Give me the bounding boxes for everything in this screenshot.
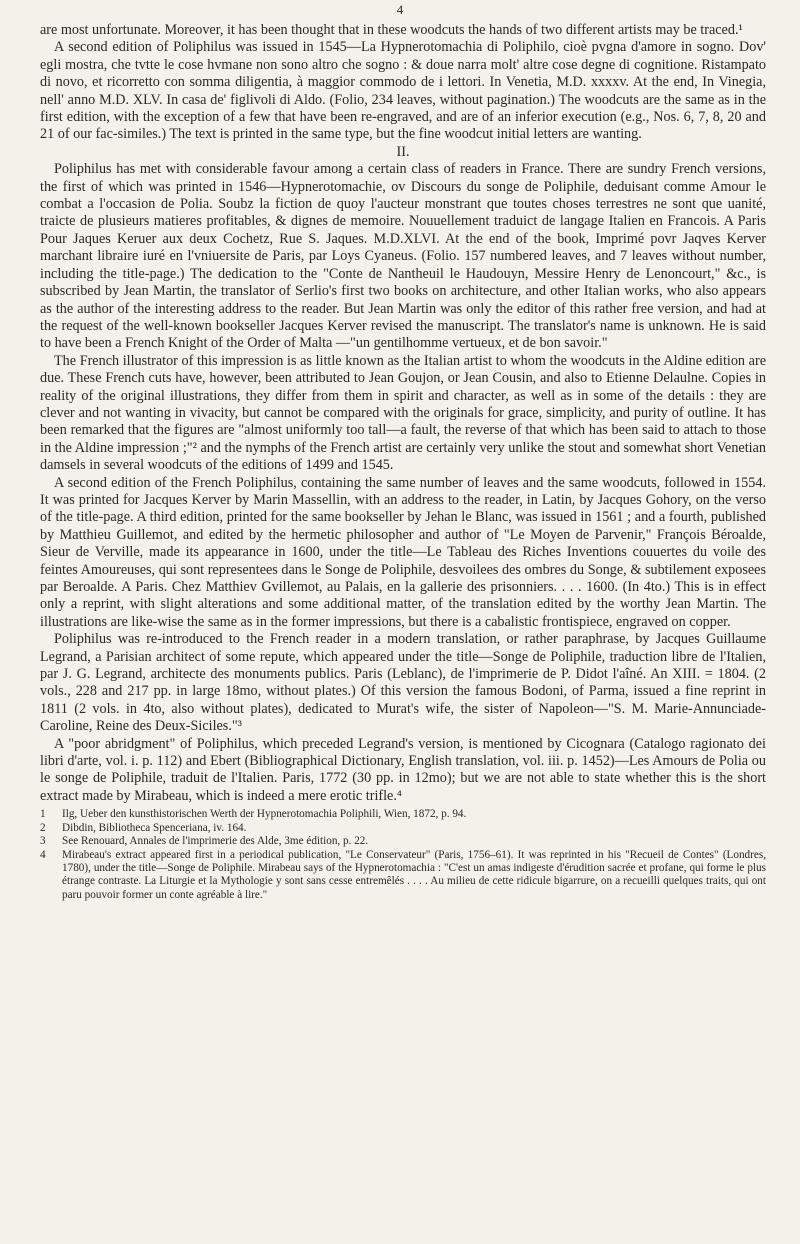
- footnote-text: Dibdin, Bibliotheca Spenceriana, iv. 164.: [62, 821, 247, 834]
- footnote-mark: 1: [40, 808, 46, 821]
- footnote: [40, 835, 766, 848]
- footnote-text: Ilg, Ueber den kunsthistorischen Werth der Hypnerotomachia Poliphili, Wien, 1872, p. 94.: [62, 808, 467, 821]
- paragraph: are most unfortunate. Moreover, it has been thought that in these woodcuts the hands of two different artists may be traced.¹: [40, 22, 743, 38]
- paragraph: A second edition of the French Poliphilus, containing the same number of leaves and the same woodcuts, followed in 1554. It was printed for Jacques Kerver by Marin Massellin, with an address to the reader, in Latin, by Jacques Gohory, on the verso of the title-page. A third edition, printed for the same bookseller by Jehan le Blanc, was issued in 1561 ; and a fourth, published by Matthieu Guillemot, and edited by the hermetic philosopher and author of "Le Moyen de Parvenir," François Béroalde, Sieur de Verville, made its appearance in 1600, under the title—Le Tableau des Riches Inventions couuertes du voile des feintes Amoureuses, qui sont representees dans le Songe de Poliphile, desvoilees des ombres du Songe, & subtilement exposees par Beroalde. A Paris. Chez Matthiev Gvillemot, au Palais, en la gallerie des prisonniers. . . . 1600. (In 4to.) This is in effect only a reprint, with slight alterations and some additional matter, of the translation edited by the worthy Jean Martin. The illustrations are like-wise the same as in the former impressions, but there is a cabalistic frontispiece, engraved on copper.: [40, 474, 766, 630]
- footnote-text: Mirabeau's extract appeared first in a periodical publication, "Le Conservateur" (Paris, 1756–61). It was reprinted in his "Recueil de Contes" (Londres, 1780), under the title—Songe de Poliphile. Mirabeau says of the Hypnerotomachia : "C'est un amas indigeste d'érudition sacrée et profane, qui forme le plus étrange contraste. La Liturgie et la Mythologie y sont sans cesse entremêlés . . . . Au milieu de cette ridicule bigarrure, on a recueilli quelques traits, qui ont paru pouvoir former un conte agréable à lire.": [62, 848, 766, 901]
- footnote-mark: 2: [40, 821, 46, 834]
- paragraph: Poliphilus was re-introduced to the French reader in a modern translation, or rather paraphrase, by Jacques Guillaume Legrand, a Parisian architect of some repute, which appeared under the title—Songe de Poliphile, traduction libre de l'Italien, par J. G. Legrand, architecte des monuments publics. Paris (Leblanc), de l'imprimerie de P. Didot l'aîné. An XIII. = 1804. (2 vols., 228 and 217 pp. in large 18mo, without plates.) Of this version the famous Bodoni, of Parma, issued a fine reprint in 1811 (2 vols. in 4to, also without plates), dedicated to Murat's wife, the sister of Napoleon—"S. M. Marie-Annunciade-Caroline, Reine des Deux-Siciles."³: [40, 631, 766, 735]
- paragraph: A second edition of Poliphilus was issued in 1545—La Hypnerotomachia di Poliphilo, cioè pvgna d'amore in sogno. Dov' egli mostra, che tvtte le cose hvmane non sono altro che sogno : & doue narra molt' altre cose degne di cognitione. Ristampato di novo, et ricorretto con somma diligentia, à maggior commodo de i lettori. In Venetia, M.D. xxxxv. At the end, In Vinegia, nell' anno M.D. XLV. In casa de' figlivoli di Aldo. (Folio, 234 leaves, without pagination.) The woodcuts are the same as in the first edition, with the exception of a few that have been re-engraved, and are of an inferior execution (e.g., Nos. 6, 7, 8, 20 and 21 of our fac-similes.) The text is printed in the same type, but the fine woodcut initial letters are wanting.: [40, 39, 766, 143]
- footnote: [40, 822, 766, 835]
- paragraph: Poliphilus has met with considerable favour among a certain class of readers in France. There are sundry French versions, the first of which was printed in 1546—Hypnerotomachie, ov Discours du songe de Poliphile, deduisant comme Amour le combat a l'occasion de Polia. Soubz la fiction de quoy l'aucteur monstrant que toutes choses terrestres ne sont que uanité, traicte de plusieurs matieres profitables, & dignes de memoire. Nouuellement traduict de langage Italien en Francois. A Paris Pour Jaques Keruer aux deux Cochetz, Rue S. Jaques. M.D.XLVI. At the end of the book, Imprimé povr Jaqves Kerver marchant libraire iuré en l'vniuersite de Paris, par Loys Cyaneus. (Folio. 157 numbered leaves, and 7 leaves without number, including the title-page.) The dedication to the "Conte de Nantheuil le Haudouyn, Messire Henry de Lenoncourt," &c., is subscribed by Jean Martin, the translator of Serlio's first two books on architecture, and other Italian works, who also appears as the author of the interesting address to the reader. But Jean Martin was only the editor of this rather free version, and had at the request of the well-known bookseller Jacques Kerver revised the manuscript. The translator's name is unknown. He is said to have been a French Knight of the Order of Malta —"un gentilhomme vertueux, et de bon savoir.": [40, 161, 766, 352]
- paragraph: A "poor abridgment" of Poliphilus, which preceded Legrand's version, is mentioned by Cicognara (Catalogo ragionato dei libri d'arte, vol. i. p. 112) and Ebert (Bibliographical Dictionary, English translation, vol. iii. p. 1452)—Les Amours de Polia ou le songe de Poliphile, traduit de l'Italien. Paris, 1772 (30 pp. in 12mo); but we are not able to state whether this is the short extract made by Mirabeau, which is indeed a mere erotic trifle.⁴: [40, 735, 766, 804]
- footnote-mark: 3: [40, 835, 46, 848]
- footnotes: [40, 808, 766, 902]
- footnote: [40, 849, 766, 903]
- page-number: 4: [396, 2, 404, 17]
- footnote-text: See Renouard, Annales de l'imprimerie des Alde, 3me édition, p. 22.: [62, 835, 369, 848]
- paragraph: The French illustrator of this impression is as little known as the Italian artist to whom the woodcuts in the Aldine edition are due. These French cuts have, however, been attributed to Jean Goujon, or Jean Cousin, and also to Etienne Delaulne. Copies in reality of the original illustrations, they differ from them in spirit and character, as well as in some of the details : they are clever and not wanting in vivacity, but cannot be compared with the originals for grace, simplicity, and purity of outline. It has been remarked that the figures are "almost uniformly too tall—a fault, the reverse of that which has been said to attach to those in the Aldine impression ;"² and the nymphs of the French artist are certainly very unlike the stout and somewhat short Venetian damsels in several woodcuts of the editions of 1499 and 1545.: [40, 352, 766, 474]
- section-heading: II.: [396, 143, 410, 160]
- footnote-mark: 4: [40, 848, 46, 861]
- body-text: [40, 22, 766, 805]
- footnote: [40, 808, 766, 821]
